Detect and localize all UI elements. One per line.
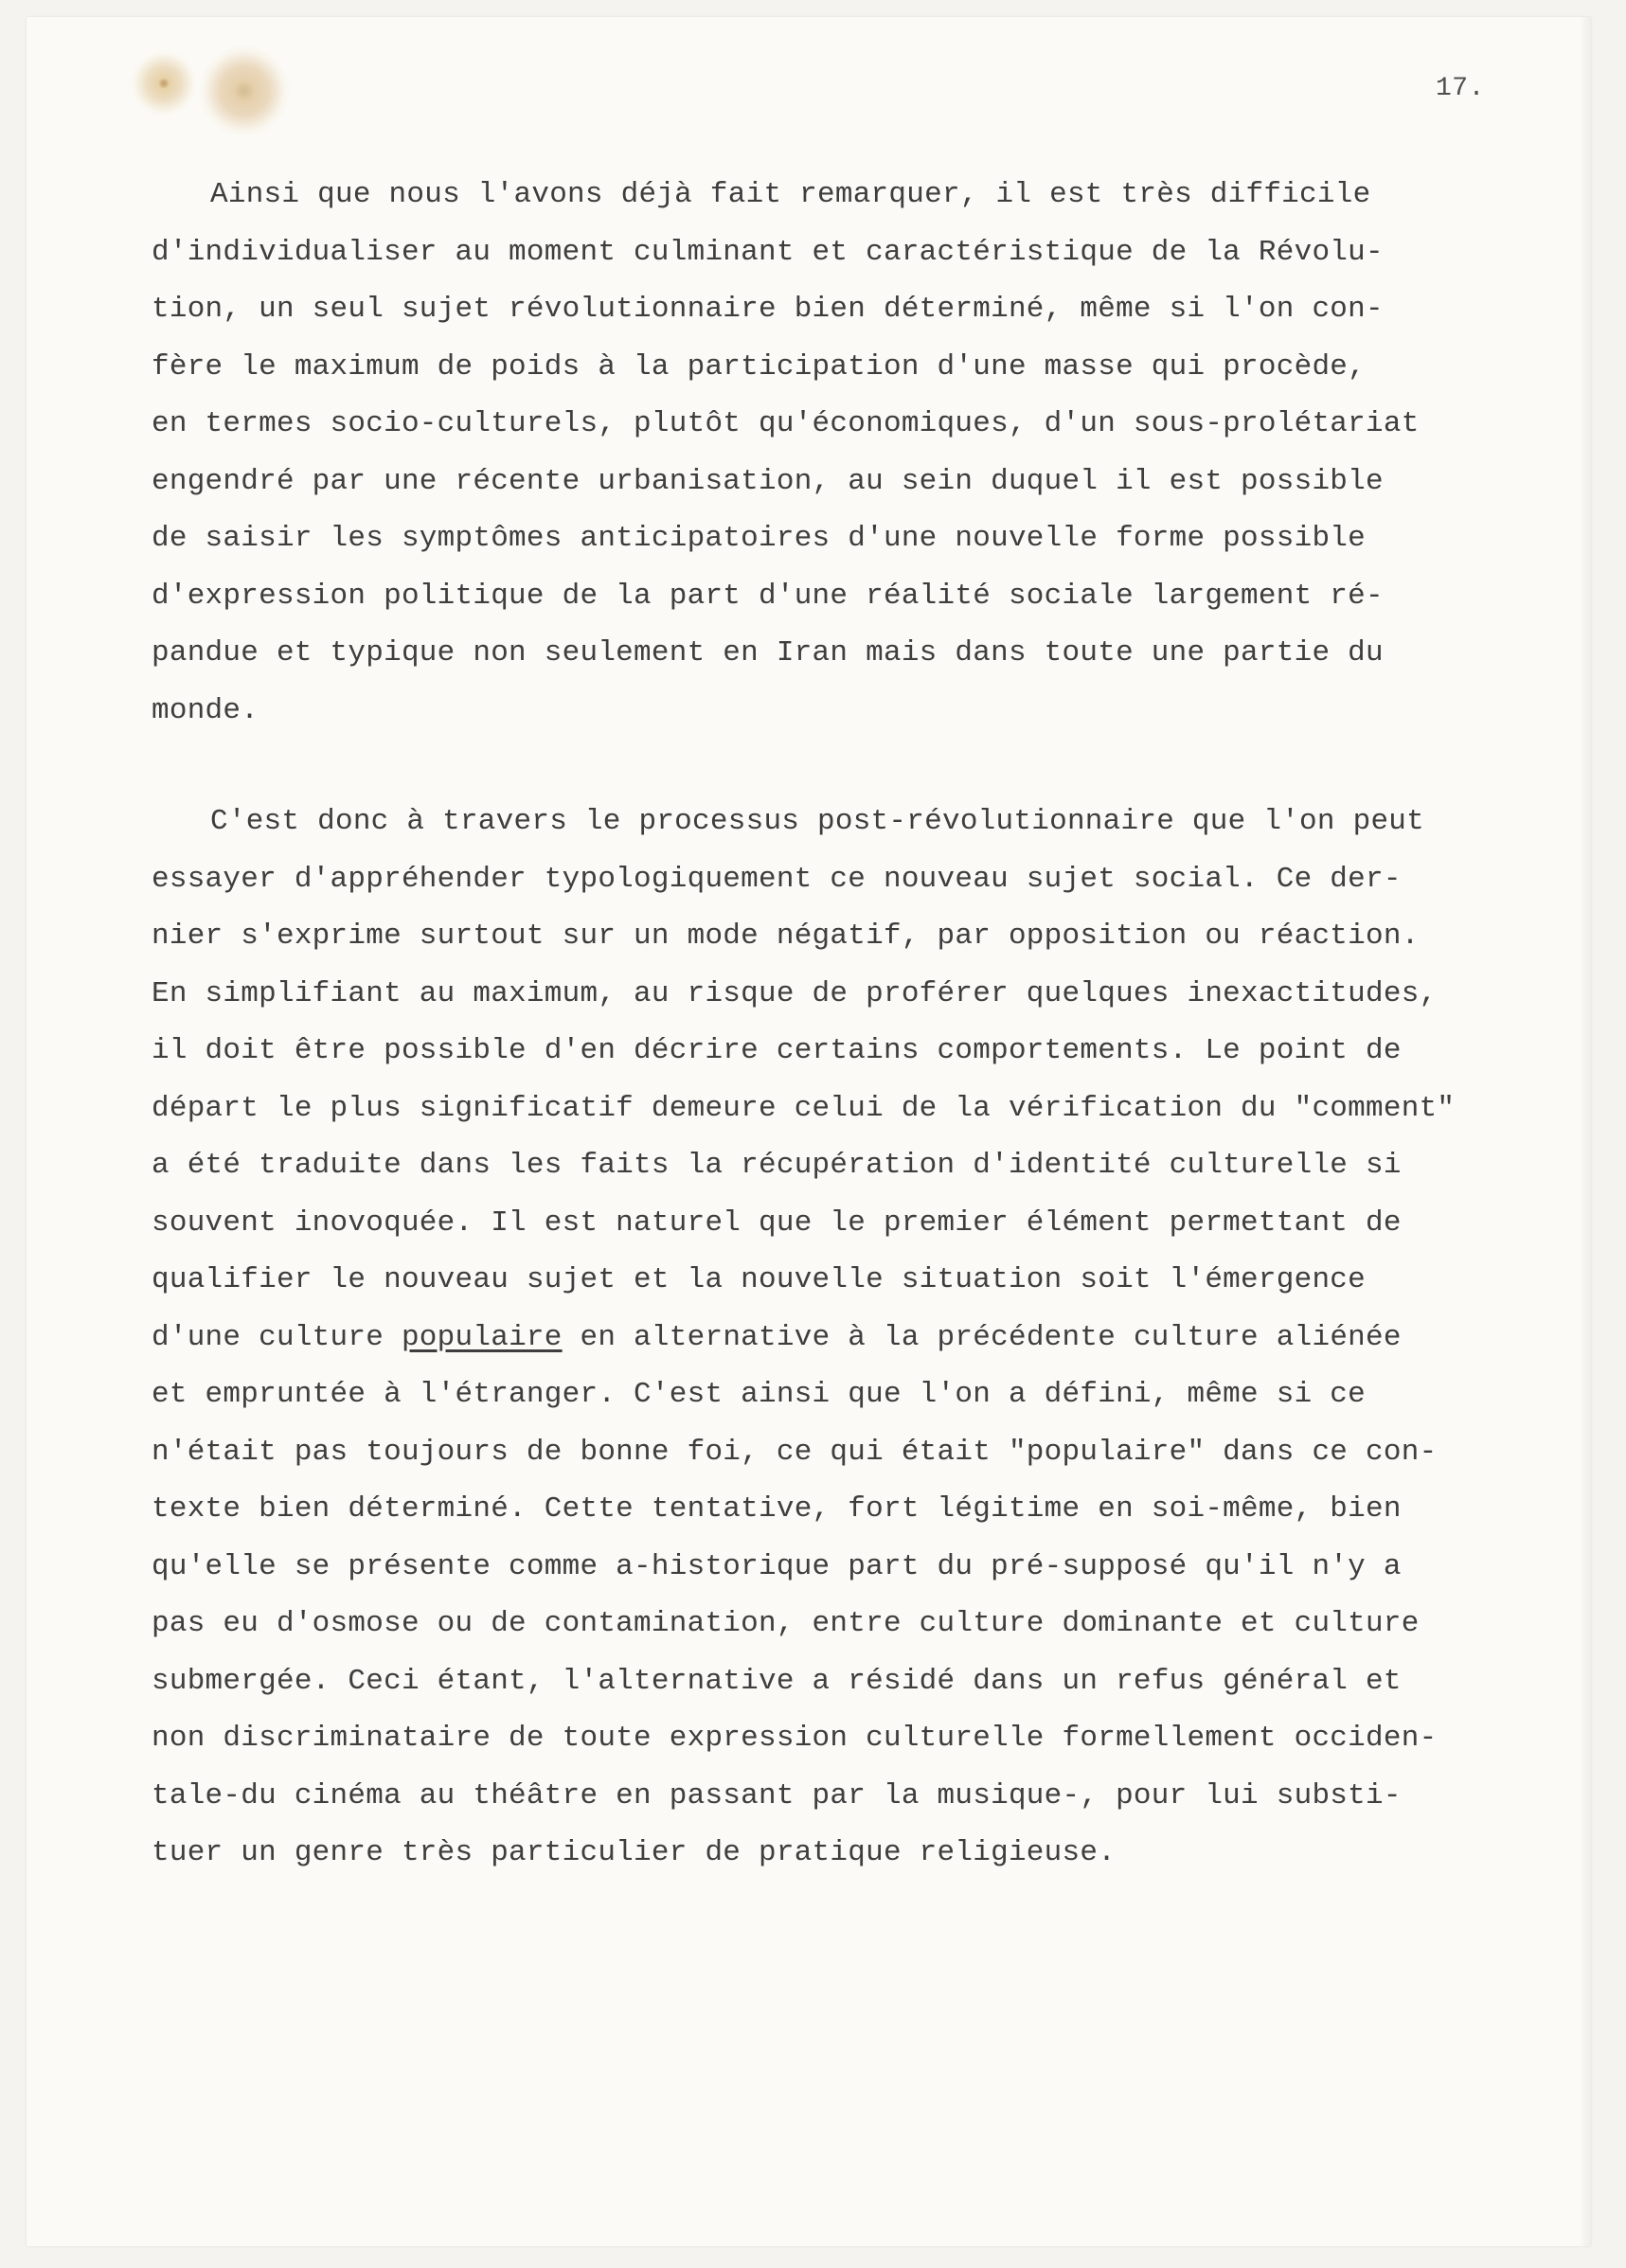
text-line: essayer d'appréhender typologiquement ce nouveau sujet social. Ce der- — [152, 862, 1402, 896]
text-line: tion, un seul sujet révolutionnaire bien déterminé, même si l'on con- — [152, 293, 1384, 326]
text-line: fère le maximum de poids à la participation d'une masse qui procède, — [152, 349, 1367, 384]
text-line: pandue et typique non seulement en Iran mais dans toute une partie du — [152, 636, 1384, 670]
rust-stain — [131, 50, 197, 116]
paragraph-2 — [152, 794, 1553, 1883]
page-number: 17. — [1436, 74, 1485, 103]
document-body — [152, 167, 1553, 1883]
text-line: a été traduite dans les faits la récupération d'identité culturelle si — [152, 1149, 1402, 1182]
text-line: tale-du cinéma au théâtre en passant par la musique-, pour lui substi- — [152, 1778, 1402, 1813]
text-line: et empruntée à l'étranger. C'est ainsi que l'on a défini, même si ce — [152, 1378, 1367, 1411]
paragraph-gap — [152, 740, 1553, 794]
text-line: En simplifiant au maximum, au risque de proférer quelques inexactitudes, — [152, 976, 1438, 1010]
text-line: texte bien déterminé. Cette tentative, fort légitime en soi-même, bien — [152, 1492, 1402, 1526]
text-line: souvent inovoquée. Il est naturel que le premier élément permettant de — [152, 1205, 1402, 1240]
text-line: qu'elle se présente comme a-historique part du pré-supposé qu'il n'y a — [152, 1549, 1402, 1583]
text-line: engendré par une récente urbanisation, au sein duquel il est possible — [152, 464, 1384, 498]
text-line: non discriminataire de toute expression culturelle formellement occiden- — [152, 1722, 1438, 1755]
paragraph-1 — [152, 167, 1553, 740]
text-line: d'individualiser au moment culminant et caractéristique de la Révolu- — [152, 235, 1384, 269]
text-line: Ainsi que nous l'avons déjà fait remarquer, il est très difficile — [210, 178, 1371, 211]
text-line: nier s'exprime surtout sur un mode négatif, par opposition ou réaction. — [152, 920, 1420, 953]
text-line-with-underline — [152, 1310, 1553, 1367]
text-line: tuer un genre très particulier de pratique religieuse. — [152, 1836, 1117, 1869]
text-line: submergée. Ceci étant, l'alternative a résidé dans un refus général et — [152, 1664, 1402, 1698]
text-fragment: en alternative à la précédente culture aliénée — [562, 1320, 1402, 1354]
page-edge-shadow — [1580, 17, 1591, 2246]
text-line: pas eu d'osmose ou de contamination, entre culture dominante et culture — [152, 1607, 1420, 1640]
underlined-word: populaire — [401, 1320, 563, 1354]
text-line: départ le plus significatif demeure celui de la vérification du "comment" — [152, 1091, 1456, 1125]
text-line: qualifier le nouveau sujet et la nouvelle situation soit l'émergence — [152, 1263, 1367, 1296]
text-line: n'était pas toujours de bonne foi, ce qui était "populaire" dans ce con- — [152, 1435, 1438, 1469]
text-line: d'expression politique de la part d'une réalité sociale largement ré- — [152, 579, 1384, 613]
text-line: monde. — [152, 693, 259, 727]
rust-stain — [199, 45, 290, 136]
text-fragment: d'une culture — [152, 1320, 402, 1354]
text-line: de saisir les symptômes anticipatoires d'une nouvelle forme possible — [152, 522, 1367, 555]
text-line: C'est donc à travers le processus post-révolutionnaire que l'on peut — [210, 805, 1425, 838]
text-line: en termes socio-culturels, plutôt qu'économiques, d'un sous-prolétariat — [152, 407, 1420, 440]
text-line: il doit être possible d'en décrire certains comportements. Le point de — [152, 1034, 1402, 1067]
